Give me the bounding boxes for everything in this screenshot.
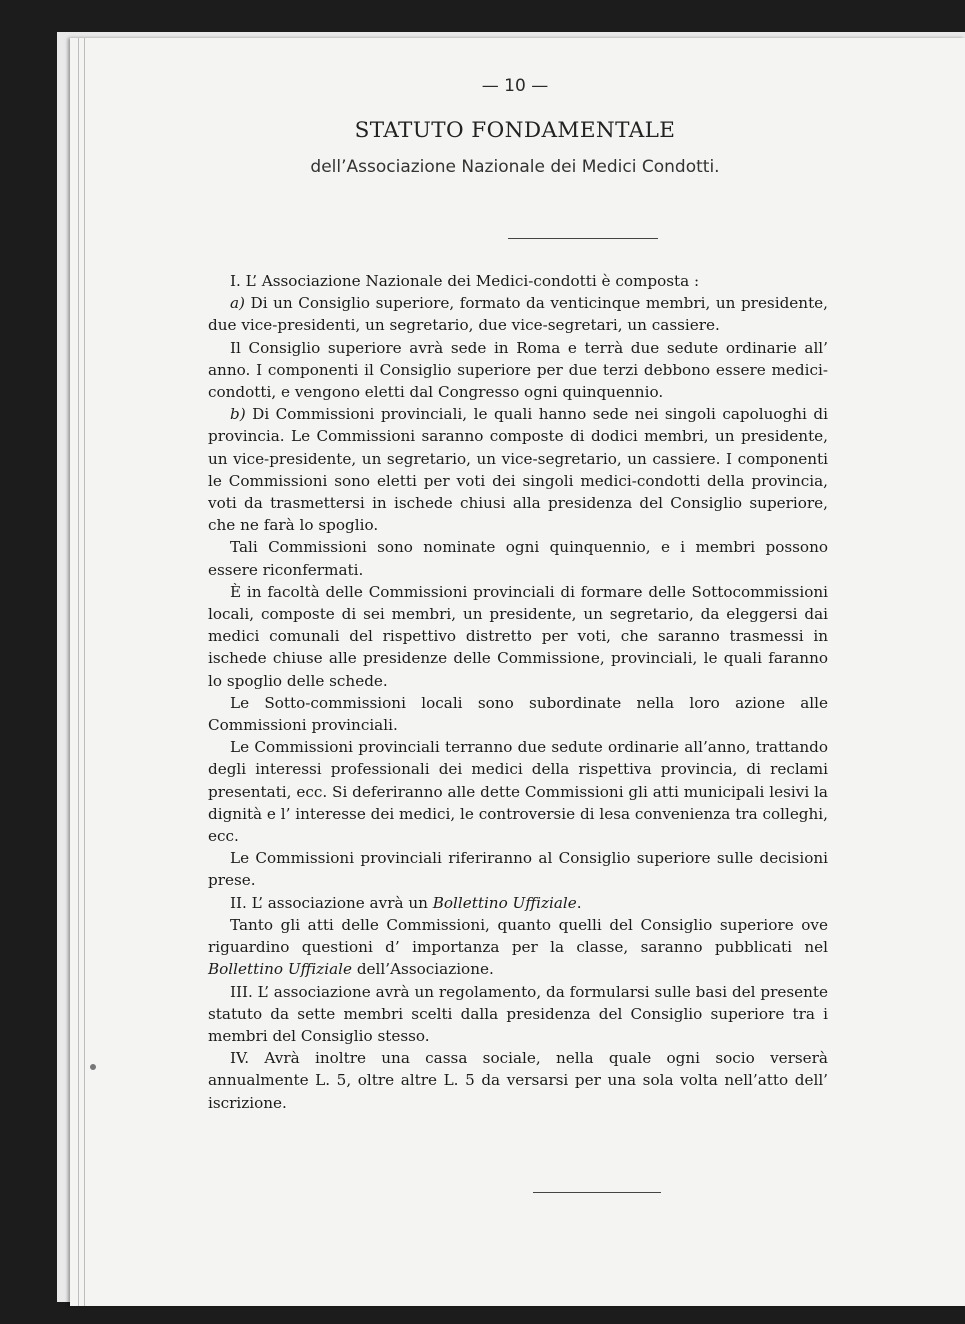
- document-title: STATUTO FONDAMENTALE: [354, 118, 676, 143]
- text-run: IV. Avrà inoltre una cassa sociale, nella quale ogni socio verserà annualmente L. 5, oltre altre L. 5 da versarsi per una sola volta nell’atto dell’ iscrizione.: [208, 1049, 828, 1112]
- text-run: Tali Commissioni sono nominate ogni quinquennio, e i membri possono essere riconfermati.: [208, 538, 828, 579]
- text-run: .: [576, 893, 582, 912]
- document-subtitle: dell’Associazione Nazionale dei Medici Condotti.: [310, 157, 720, 177]
- paragraph: [208, 270, 828, 292]
- text-run: dell’Associazione.: [352, 960, 494, 979]
- document-body: [208, 270, 828, 1114]
- text-run: Le Commissioni provinciali terranno due sedute ordinarie all’anno, trattando degli interessi professionali dei medici della rispettiva provincia, di reclami presentati, ecc. Si deferiranno alle dette Commissioni gli atti municipali lesivi la dignità e l’ interesse dei medici, le controversie di lesa convenienza tra colleghi, ecc.: [208, 738, 828, 846]
- paragraph: [208, 1047, 828, 1114]
- text-run: I. L’ Associazione Nazionale dei Medici-condotti è composta :: [230, 272, 700, 290]
- paragraph: [208, 292, 828, 336]
- text-run: Tanto gli atti delle Commissioni, quanto quelli del Consiglio superiore ove riguardino questioni d’ importanza per la classe, saranno pubblicati nel: [208, 915, 828, 957]
- item-letter: a): [230, 294, 245, 313]
- paragraph: [208, 847, 828, 891]
- closing-rule: [533, 1192, 661, 1193]
- paragraph: [208, 981, 828, 1048]
- page-edge: [84, 38, 85, 1306]
- text-run: È in facoltà delle Commissioni provinciali di formare delle Sottocommissioni locali, composte di sei membri, un presidente, un segretario, da eleggersi dai medici comunali del rispettivo distretto per voti, che saranno trasmessi in ischede chiuse alle presidenze delle Commissione, provinciali, le quali faranno lo spoglio delle schede.: [208, 582, 828, 690]
- title-rule: [508, 238, 658, 239]
- text-run: Il Consiglio superiore avrà sede in Roma e terrà due sedute ordinarie all’ anno. I componenti il Consiglio superiore per due terzi debbono essere medici-condotti, e vengono eletti dal Congresso ogni quinquennio.: [208, 338, 828, 402]
- page-number: — 10 —: [481, 76, 549, 96]
- paragraph: [208, 536, 828, 580]
- paragraph: [208, 581, 828, 692]
- paragraph: [208, 914, 828, 981]
- item-letter: b): [230, 405, 246, 424]
- bulletin-title: Bollettino Uffiziale: [432, 893, 577, 912]
- paragraph: [208, 337, 828, 404]
- page-edge: [78, 38, 79, 1306]
- text-run: Di un Consiglio superiore, formato da venticinque membri, un presidente, due vice-presidenti, un segretario, due vice-segretari, un cassiere.: [208, 294, 828, 335]
- text-run: Le Sotto-commissioni locali sono subordinate nella loro azione alle Commissioni provinciali.: [208, 693, 828, 735]
- paragraph: [208, 736, 828, 847]
- text-run: Di Commissioni provinciali, le quali hanno sede nei singoli capoluoghi di provincia. Le Commissioni saranno composte di dodici membri, un presidente, un vice-presidente, un segretario, un vice-segretario, un cassiere. I componenti le Commissioni sono eletti per voti dei singoli medici-condotti della provincia, voti da trasmettersi in ischede chiusi alla presidenza del Consiglio superiore, che ne farà lo spoglio.: [208, 405, 828, 535]
- ink-spot: [90, 1064, 96, 1070]
- paragraph: [208, 403, 828, 536]
- text-run: Le Commissioni provinciali riferiranno al Consiglio superiore sulle decisioni prese.: [208, 849, 828, 890]
- text-run: III. L’ associazione avrà un regolamento, da formularsi sulle basi del presente statuto da sette membri scelti dalla presidenza del Consiglio superiore tra i membri del Consiglio stesso.: [208, 982, 828, 1045]
- paragraph: [208, 892, 828, 914]
- bulletin-title: Bollettino Uffiziale: [208, 960, 352, 979]
- paragraph: [208, 692, 828, 736]
- text-run: II. L’ associazione avrà un: [230, 893, 433, 912]
